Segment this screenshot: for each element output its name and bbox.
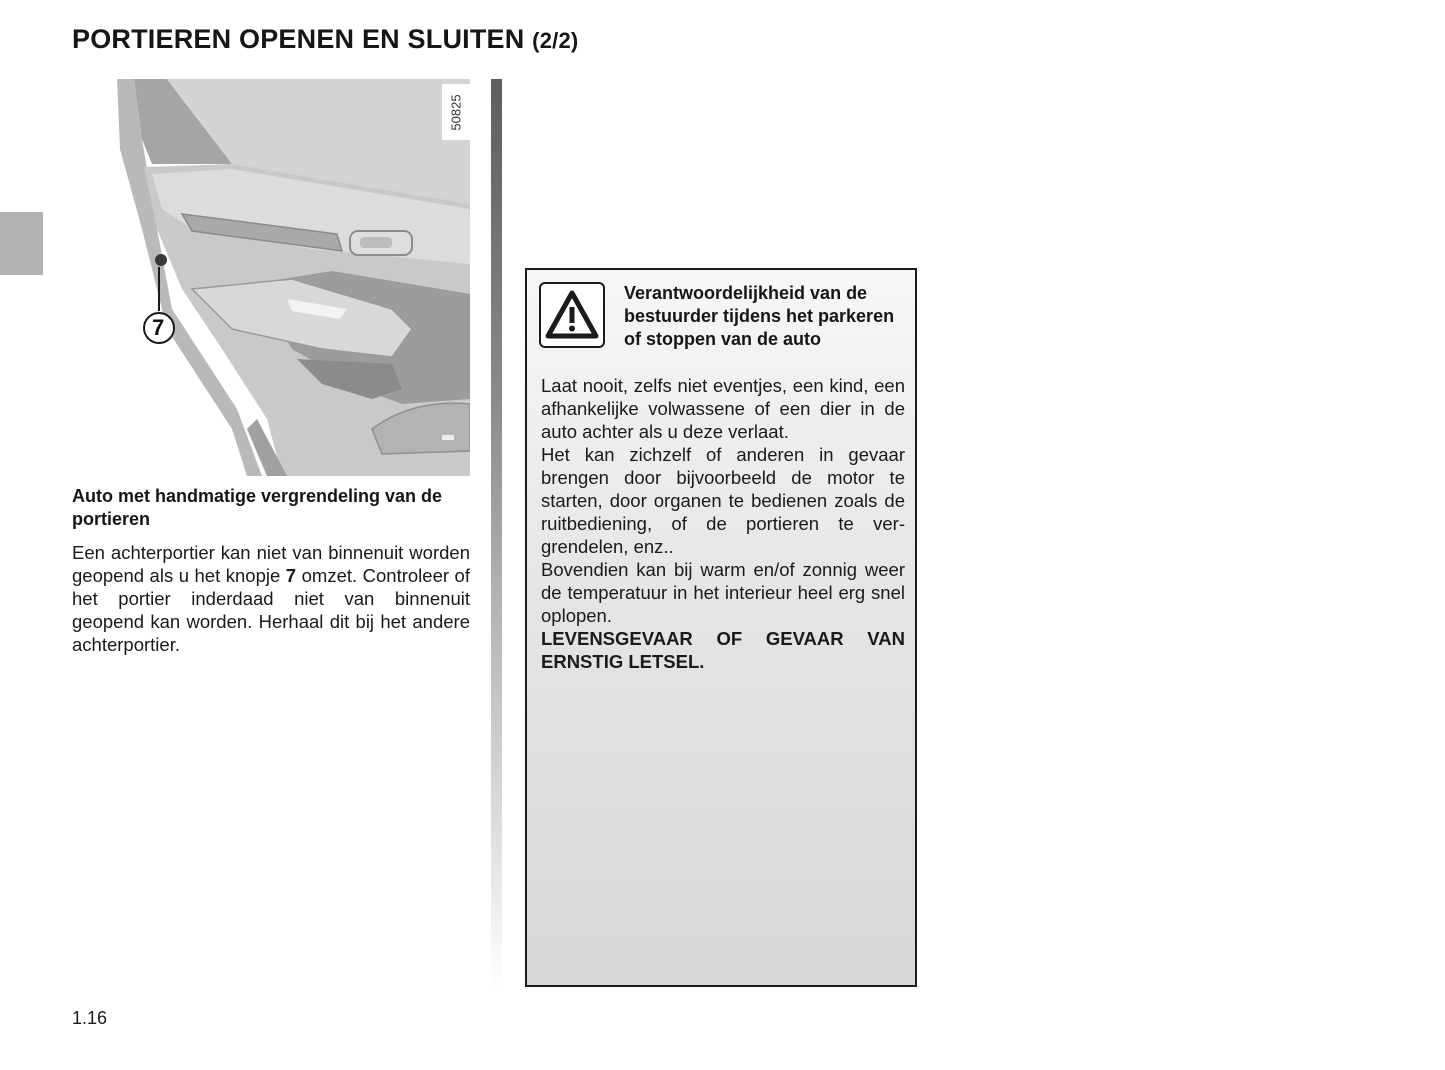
warning-emphasis: LEVENSGEVAAR OF GEVAAR VAN ERNSTIG LETSEL. <box>541 628 905 672</box>
rear-door-interior-illustration <box>72 79 470 476</box>
page-title <box>72 24 578 55</box>
callout-number-7: 7 <box>152 315 165 340</box>
page-title-suffix: (2/2) <box>532 28 579 53</box>
page-title-text: PORTIEREN OPENEN EN SLUITEN <box>72 24 525 54</box>
warning-paragraph-3: Bovendien kan bij warm en/of zonnig weer de temperatuur in het interieur heel erg snel oplopen. <box>541 559 905 626</box>
warning-title: Verantwoordelijkheid van de bestuurder tijdens het parkeren of stoppen van de auto <box>624 283 895 349</box>
column-divider <box>491 79 502 991</box>
section-body-text <box>72 541 470 656</box>
door-illustration <box>72 79 470 476</box>
body-text-knob-number: 7 <box>285 565 297 586</box>
warning-paragraph-1: Laat nooit, zelfs niet eventjes, een kind, een afhankelijke volwassene of een dier in de auto achter als u deze verlaat. <box>541 375 905 442</box>
warning-body <box>541 374 905 673</box>
warning-paragraph-2: Het kan zichzelf of anderen in gevaar brengen door bijvoorbeeld de motor te starten, door organen te bedienen zoals de ruitbediening, of de portieren te ver-grendelen, enz.. <box>541 444 905 557</box>
illustration-reference-code <box>442 84 470 140</box>
warning-icon-frame <box>539 282 605 348</box>
warning-triangle-icon <box>545 290 599 340</box>
reference-code-text: 50825 <box>448 93 464 131</box>
body-text-part1: Een achterportier kan niet van binnenuit worden geopend als u het knopje <box>72 542 470 586</box>
warning-box <box>525 268 917 987</box>
page-number: 1.16 <box>72 1008 108 1028</box>
section-heading: Auto met handmatige vergrendeling van de portieren <box>72 486 443 529</box>
chapter-tab-marker <box>0 212 43 275</box>
body-text-part2: omzet. Controleer of het portier inderdaad niet van binnenuit geopend kan worden. Herhaal dit bij het andere achterportier. <box>72 565 470 655</box>
